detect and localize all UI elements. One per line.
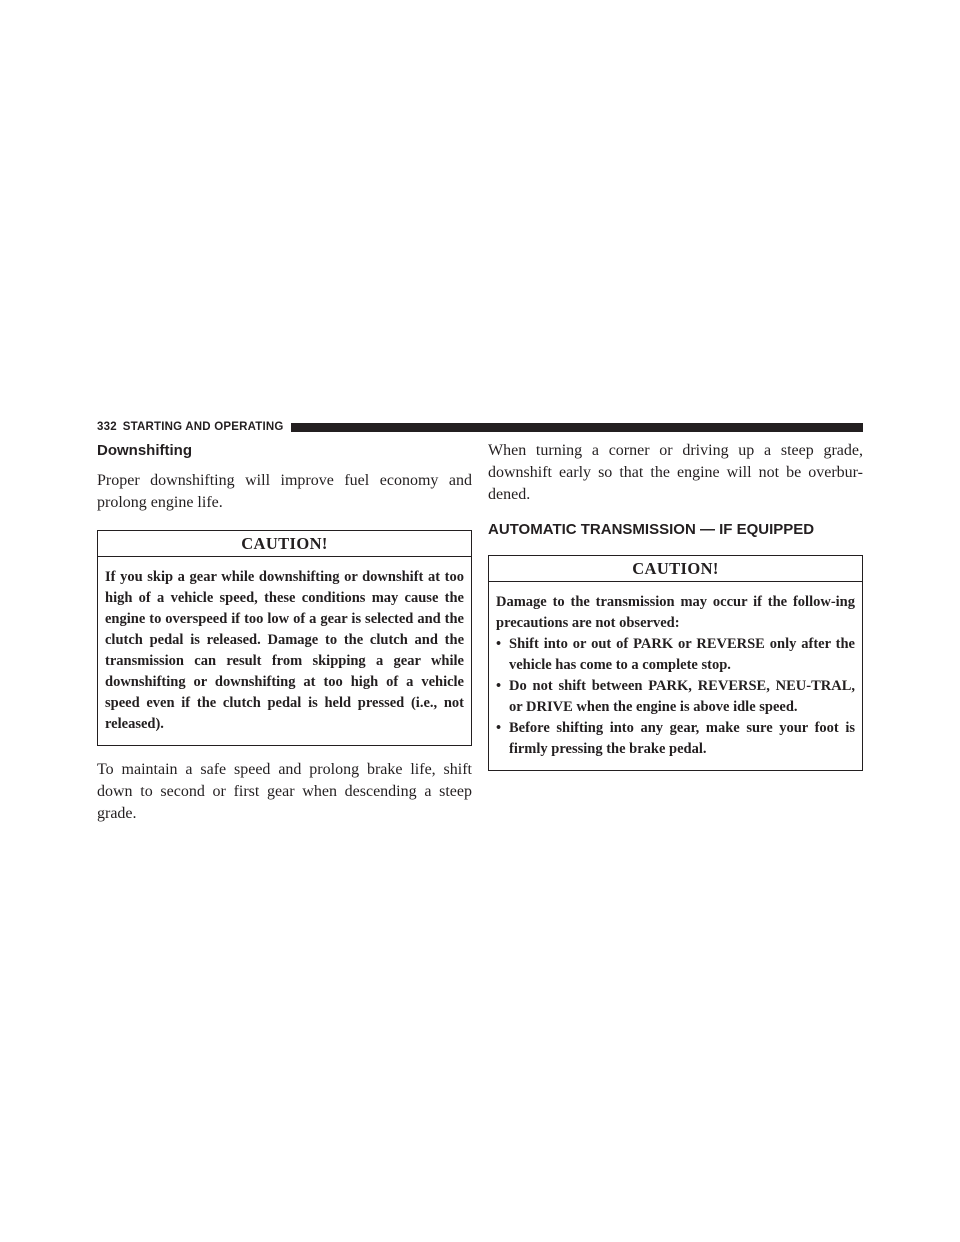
caution-list	[496, 634, 855, 760]
bullet-icon: •	[496, 678, 502, 694]
brake-life-paragraph: To maintain a safe speed and prolong brake life, shift down to second or first gear when descending a steep grade.	[97, 761, 472, 822]
downshifting-caution-box	[97, 530, 472, 746]
transmission-caution-box	[488, 555, 863, 771]
running-header	[97, 420, 863, 434]
caution-text: If you skip a gear while downshifting or downshift at too high of a vehicle speed, these conditions may cause the engine to overspeed if too low of a gear is selected and the clutch pedal is released. Damage to the clutch and the transmission can result from skipping a gear while downshifting or downshifting at too high of a vehicle speed even if the clutch pedal is held pressed (i.e., not released).	[105, 569, 464, 732]
caution-list-item	[496, 676, 855, 718]
caution-list-item	[496, 718, 855, 760]
caution-body	[489, 582, 862, 770]
section-title: STARTING AND OPERATING	[122, 421, 284, 433]
caution-title: CAUTION!	[489, 556, 862, 582]
right-column	[488, 441, 863, 771]
caution-list-item-text: Shift into or out of PARK or REVERSE only after the vehicle has come to a complete stop.	[509, 636, 855, 673]
downshifting-intro: Proper downshifting will improve fuel economy and prolong engine life.	[97, 472, 472, 511]
bullet-icon: •	[496, 720, 502, 736]
caution-intro: Damage to the transmission may occur if the follow-ing precautions are not observed:	[496, 594, 855, 631]
left-column	[97, 441, 472, 825]
automatic-transmission-heading: AUTOMATIC TRANSMISSION — IF EQUIPPED	[488, 521, 815, 538]
downshifting-heading: Downshifting	[97, 442, 192, 459]
caution-title: CAUTION!	[98, 531, 471, 557]
page-number: 332	[97, 421, 117, 433]
caution-list-item-text: Before shifting into any gear, make sure your foot is firmly pressing the brake pedal.	[509, 720, 855, 757]
bullet-icon: •	[496, 636, 502, 652]
caution-list-item-text: Do not shift between PARK, REVERSE, NEU-TRAL, or DRIVE when the engine is above idle speed.	[509, 678, 855, 715]
header-rule	[291, 423, 863, 432]
caution-list-item	[496, 634, 855, 676]
steep-grade-paragraph: When turning a corner or driving up a steep grade, downshift early so that the engine will not be overbur-dened.	[488, 442, 863, 503]
